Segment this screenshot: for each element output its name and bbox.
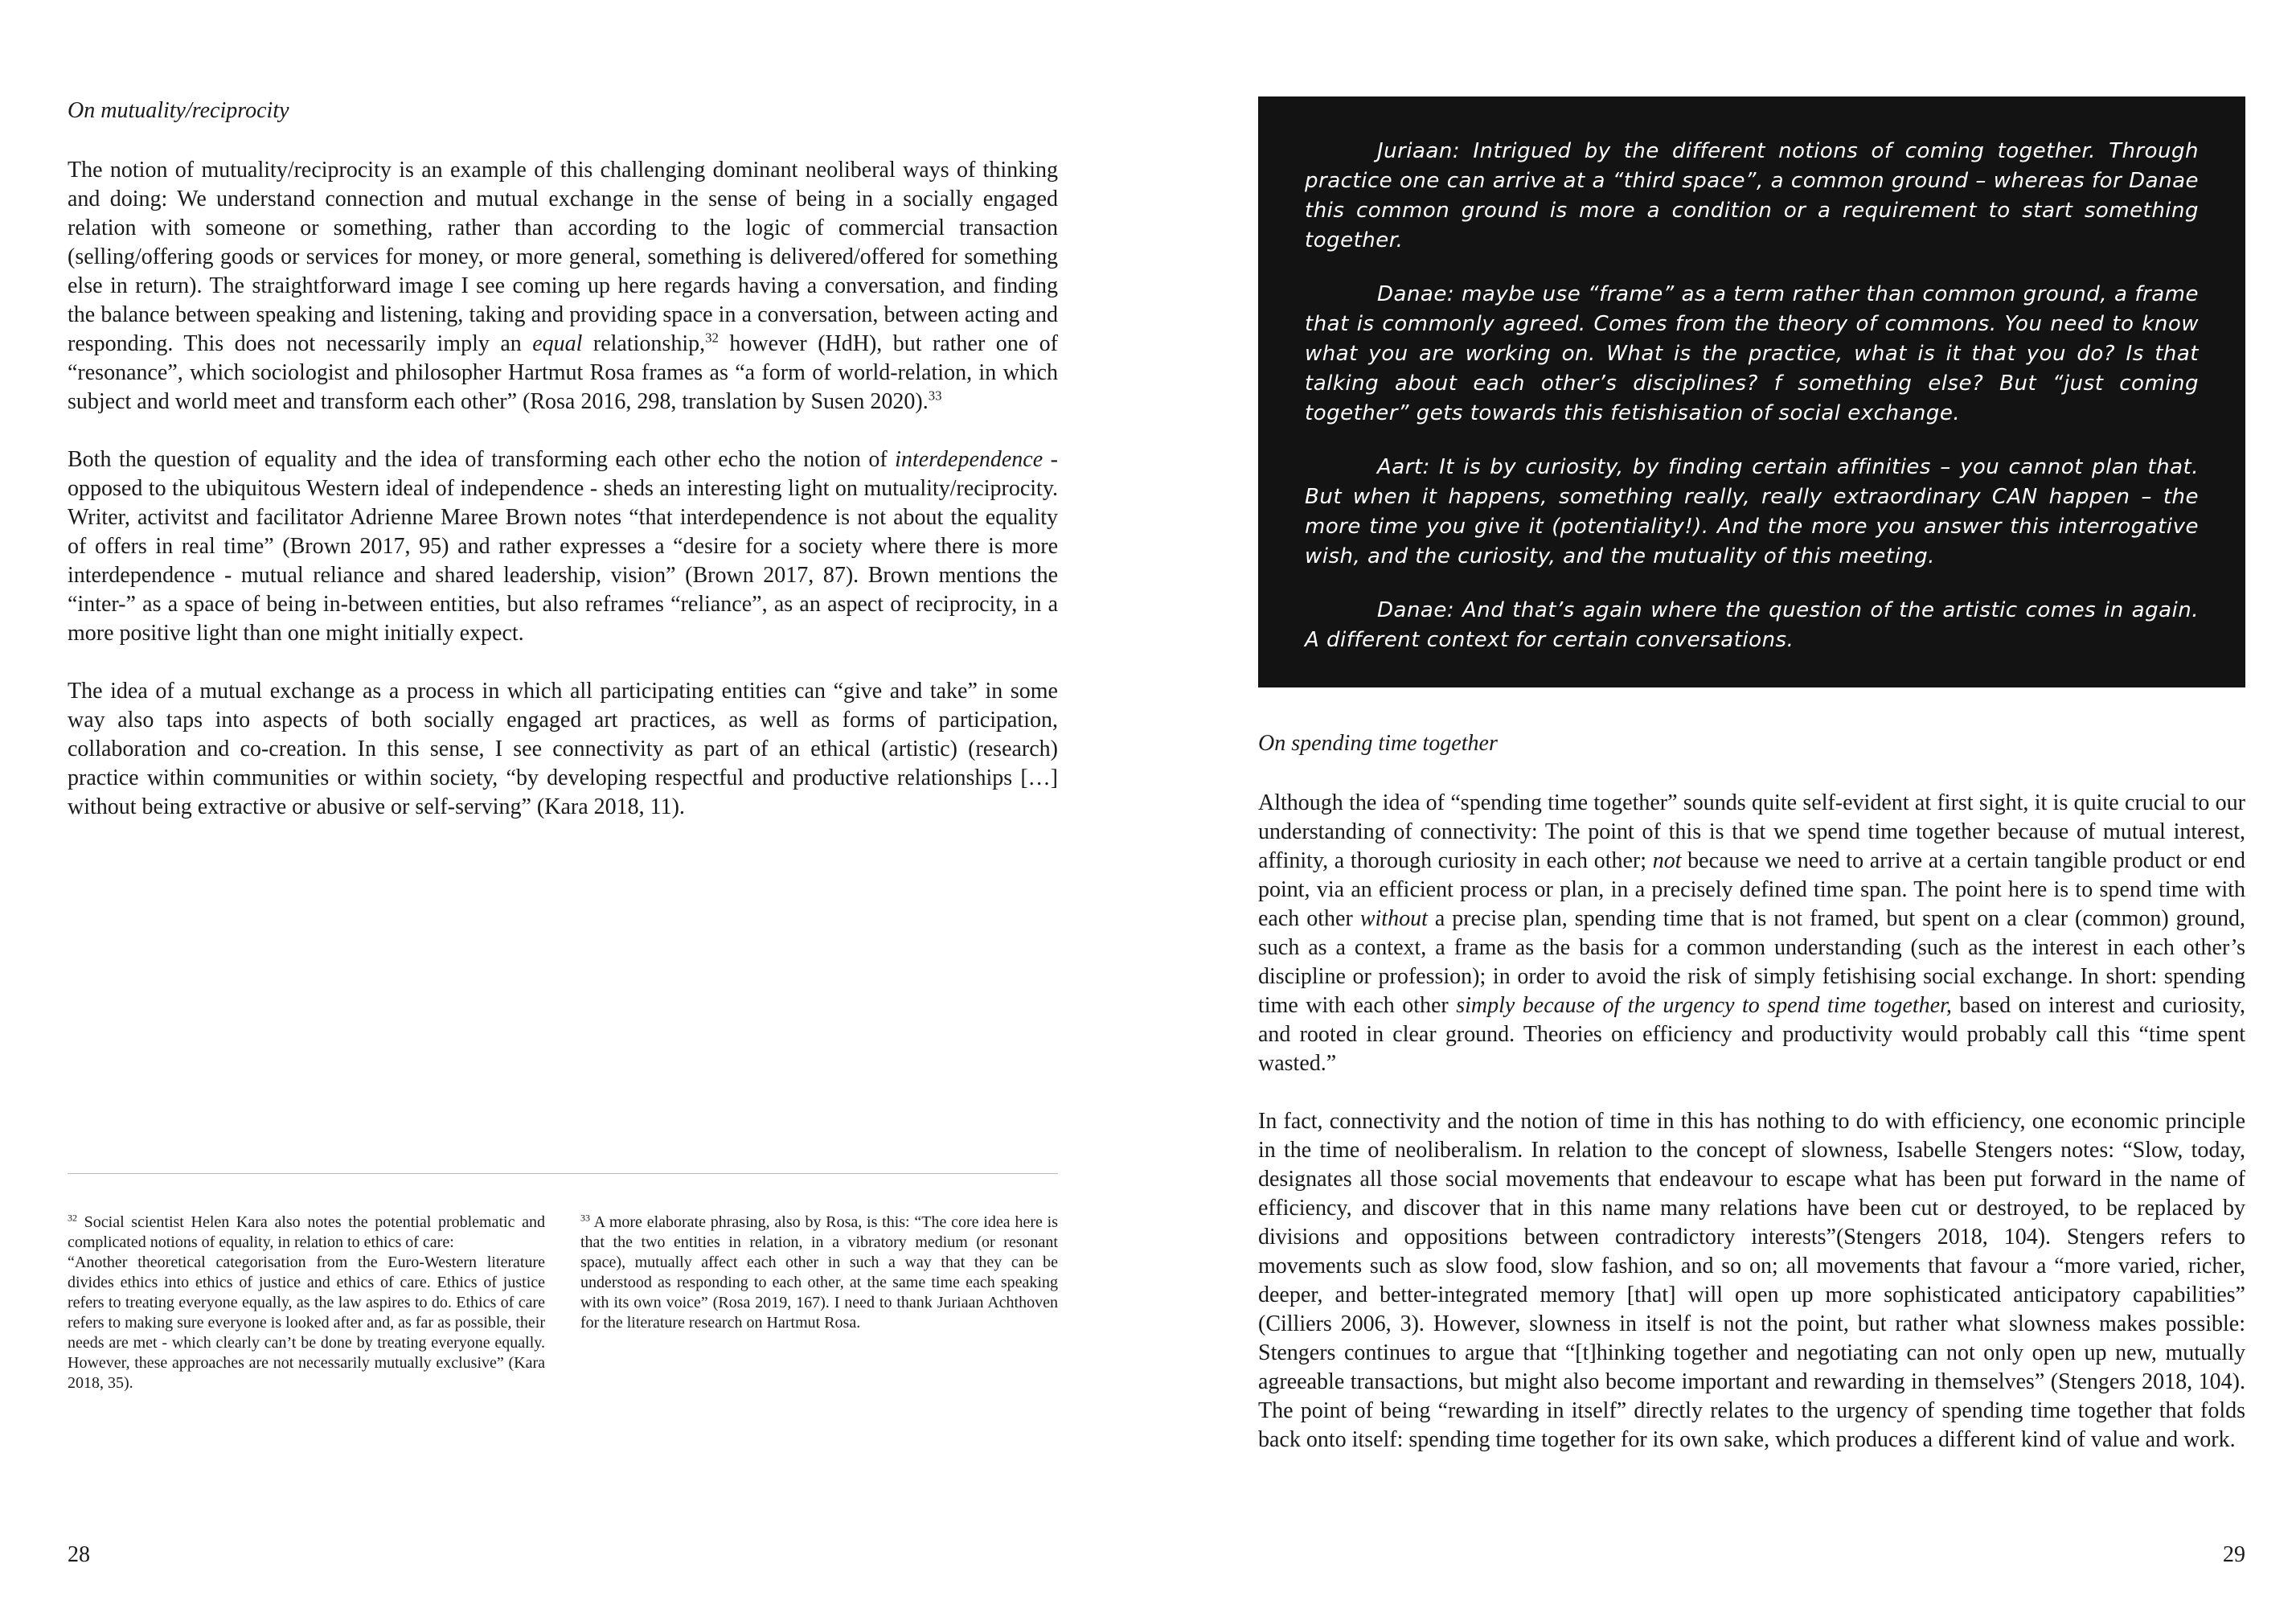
- text-segment: “Another theoretical categorisation from the Euro-Western literature divides ethics into ethics of justice and ethics of care. Ethics of justice refers to treating everyone equally, as the law aspires to do. Ethics of care refers to making sure everyone is looked after and, as far as possible, their needs are met - which clearly can’t be done by treating everyone equally. However, these approaches are not necessarily mutually exclusive” (Kara 2018, 35).: [68, 1254, 545, 1392]
- text-segment: not: [1652, 848, 1682, 873]
- footnotes: [68, 1213, 1058, 1393]
- text-segment: Although the idea of “spending time together” sounds quite self-evident at first sight, it is quite crucial to our understanding of connectivity: The point of this is that we spend time together because of mutual interest, affinity, a thorough curiosity in each other;: [1258, 790, 2245, 873]
- section-heading-mutuality: On mutuality/reciprocity: [68, 98, 289, 123]
- page-number-left: 28: [68, 1542, 90, 1567]
- footnote-32: [68, 1213, 545, 1393]
- right-page-content: [1258, 96, 2245, 1484]
- right-page: [1258, 0, 2245, 1621]
- paragraph: [68, 1213, 545, 1253]
- page-number-right: 29: [2223, 1542, 2245, 1567]
- paragraph: [1258, 789, 2245, 1078]
- text-segment: relationship,: [582, 331, 706, 356]
- footnote-marker: 33: [580, 1212, 590, 1224]
- paragraph: Danae: maybe use “frame” as a term rather than common ground, a frame that is commonly agreed. Comes from the theory of commons. You need to know what you are working on. What is the practice, what is it that you do? Is that talking about each other’s disciplines? f something else? But “just coming together” gets towards this fetishisation of social exchange.: [1305, 282, 2199, 425]
- footnote-marker: 32: [705, 330, 719, 346]
- footnote-marker: 32: [68, 1212, 77, 1224]
- text-segment: In fact, connectivity and the notion of time in this has nothing to do with efficiency, one economic principle in the time of neoliberalism. In relation to the concept of slowness, Isabelle Stengers notes: “Slow, today, designates all those social movements that endeavour to escape what has been put forward in the name of efficiency, and discover that in this name many relations have been cut or destroyed, to be replaced by divisions and oppositions between contradictory interests”(Stengers 2018, 104). Stengers refers to movements such as slow food, slow fashion, and so on; all movements that favour a “more varied, richer, deeper, and better-integrated memory [that] will open up more sophisticated anticipatory capabilities” (Cilliers 2006, 3). However, slowness in itself is not the point, but rather what slowness makes possible: Stengers continues to argue that “[t]hinking together and negotiating can not only open up new, mutually agreeable transactions, but might also become important and rewarding in themselves” (Stengers 2018, 104). The point of being “rewarding in itself” directly relates to the urgency of spending time together that folds back onto itself: spending time together for its own sake, which produces a different kind of value and work.: [1258, 1109, 2245, 1452]
- text-segment: The notion of mutuality/reciprocity is an example of this challenging dominant neoliberal ways of thinking and doing: We understand connection and mutual exchange in the sense of being in a socially engaged relation with someone or something, rather than according to the logic of commercial transaction (selling/offering goods or services for money, or more general, something is delivered/offered for something else in return). The straightforward image I see coming up here regards having a conversation, and finding the balance between speaking and listening, taking and providing space in a conversation, between acting and responding. This does not necessarily imply an: [68, 158, 1058, 356]
- text-segment: interdependence: [895, 447, 1043, 472]
- footnote-33: [580, 1213, 1058, 1393]
- paragraph: [68, 1253, 545, 1393]
- text-segment: The idea of a mutual exchange as a process in which all participating entities can “give and take” in some way also taps into aspects of both socially engaged art practices, as well as forms of participation, collaboration and co-creation. In this sense, I see connectivity as part of an ethical (artistic) (research) practice within communities or within society, “by developing respectful and productive relationships […] without being extractive or abusive or self-serving” (Kara 2018, 11).: [68, 679, 1058, 819]
- text-segment: simply because of the urgency to spend time together,: [1456, 993, 1952, 1018]
- paragraph: Danae: And that’s again where the question of the artistic comes in again. A different context for certain conversations.: [1305, 598, 2199, 652]
- paragraph: [68, 677, 1058, 822]
- text-segment: a precise plan, spending time that is not framed, but spent on a clear (common) ground, such as a context, a frame as the basis for a common understanding (such as the interest in each other’s discipline or profession); in order to avoid the risk of simply fetishising social exchange. In short: spending time with each other: [1258, 906, 2245, 1018]
- left-page-content: [68, 96, 1058, 851]
- left-body-text: [68, 156, 1058, 822]
- text-segment: without: [1359, 906, 1428, 931]
- handwritten-conversation-note: [1258, 96, 2245, 687]
- text-segment: A more elaborate phrasing, also by Rosa, is this: “The core idea here is that the two entities in relation, in a vibratory medium (or resonant space), mutually affect each other in such a way that they can be understood as responding to each other, at the same time each speaking with its own voice” (Rosa 2019, 167). I need to thank Juriaan Achthoven for the literature research on Hartmut Rosa.: [580, 1213, 1058, 1332]
- paragraph: Juriaan: Intrigued by the different notions of coming together. Through practice one can arrive at a “third space”, a common ground – whereas for Danae this common ground is more a condition or a requirement to start something together.: [1305, 139, 2199, 252]
- text-segment: however (HdH), but rather one of “resonance”, which sociologist and philosopher Hartmut Rosa frames as “a form of world-relation, in which subject and world meet and transform each other” (Rosa 2016, 298, translation by Susen 2020).: [68, 331, 1058, 414]
- paragraph: [68, 445, 1058, 648]
- paragraph: [580, 1213, 1058, 1333]
- paragraph: [1258, 1107, 2245, 1455]
- text-segment: Both the question of equality and the idea of transforming each other echo the notion of: [68, 447, 896, 472]
- right-body-text: [1258, 789, 2245, 1455]
- section-heading-spending-time: On spending time together: [1258, 731, 1498, 756]
- text-segment: equal: [532, 331, 583, 356]
- footnote-marker: 33: [928, 388, 942, 404]
- text-segment: based on interest and curiosity, and rooted in clear ground. Theories on efficiency and productivity would probably call this “time spent wasted.”: [1258, 993, 2246, 1076]
- left-page: [68, 0, 1058, 1621]
- footnote-rule: [68, 1173, 1058, 1174]
- text-segment: - opposed to the ubiquitous Western ideal of independence - sheds an interesting light on mutuality/reciprocity. Writer, activitst and facilitator Adrienne Maree Brown notes “that interdependence is not about the equality of offers in real time” (Brown 2017, 95) and rather expresses a “desire for a society where there is more interdependence - mutual reliance and shared leadership, vision” (Brown 2017, 87). Brown mentions the “inter-” as a space of being in-between entities, but also reframes “reliance”, as an aspect of reciprocity, in a more positive light than one might initially expect.: [68, 447, 1058, 646]
- paragraph: [68, 156, 1058, 417]
- text-segment: because we need to arrive at a certain tangible product or end point, via an efficient process or plan, in a precisely defined time span. The point here is to spend time with each other: [1258, 848, 2246, 931]
- text-segment: Social scientist Helen Kara also notes the potential problematic and complicated notions of equality, in relation to ethics of care:: [68, 1213, 545, 1251]
- paragraph: Aart: It is by curiosity, by finding certain affinities – you cannot plan that. But when it happens, something really, really extraordinary CAN happen – the more time you give it (potentiality!). And the more you answer this interrogative wish, and the curiosity, and the mutuality of this meeting.: [1305, 455, 2199, 568]
